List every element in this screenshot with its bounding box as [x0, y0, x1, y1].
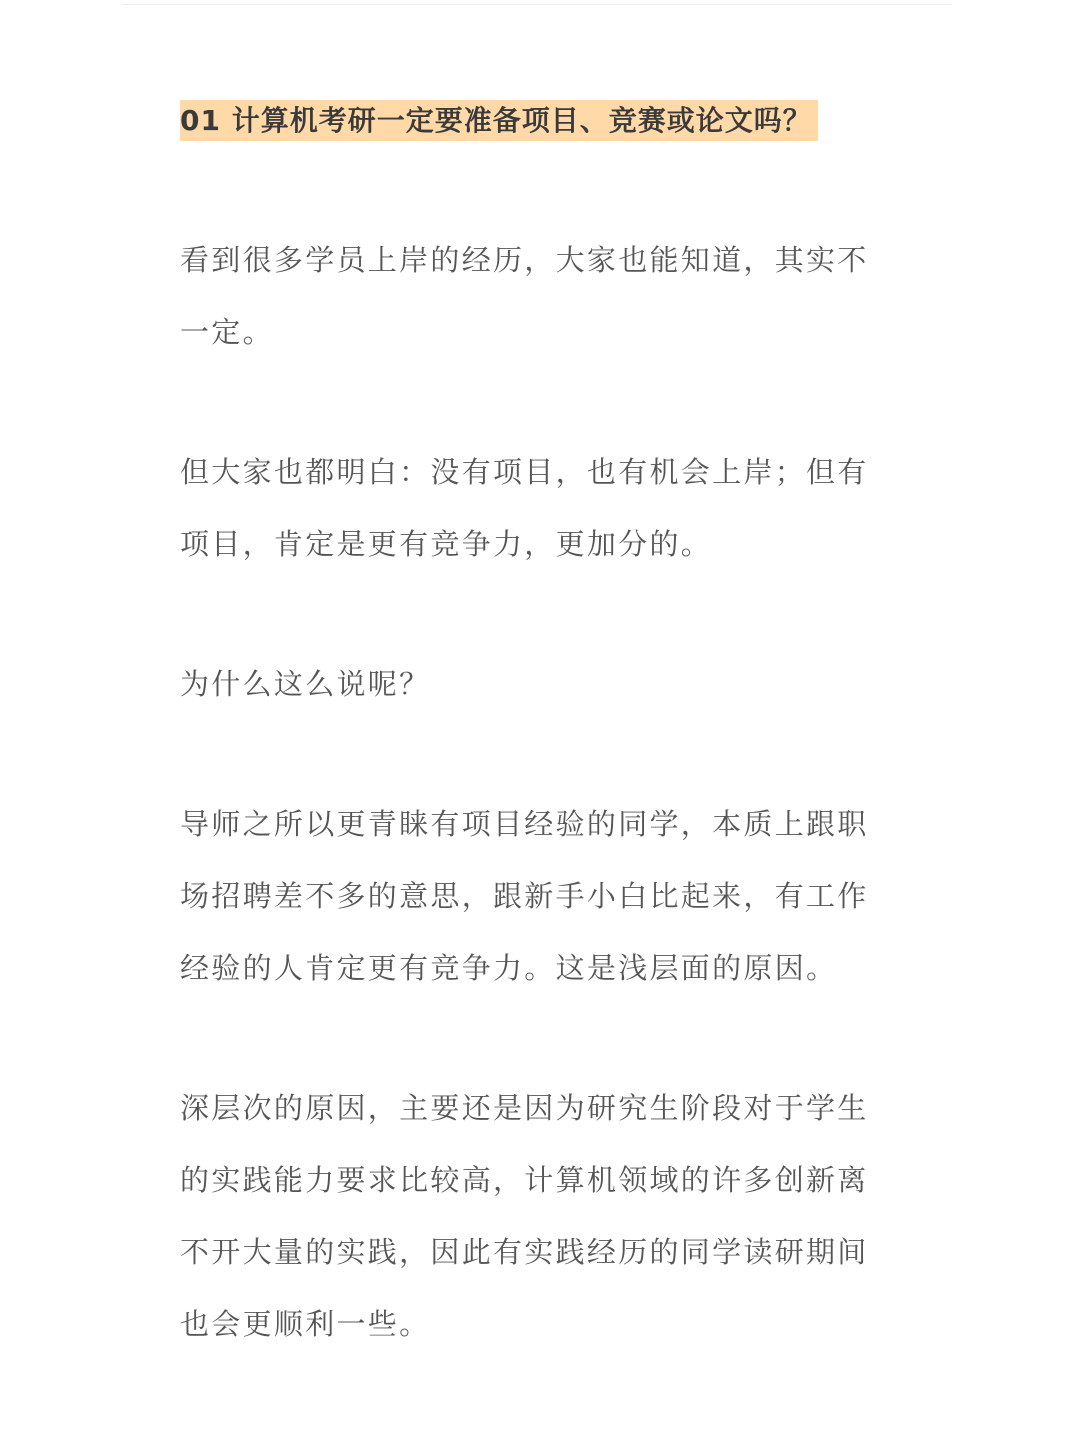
paragraph-line: 场招聘差不多的意思，跟新手小白比起来，有工作	[180, 879, 869, 913]
paragraph-3	[180, 648, 900, 720]
paragraph-5	[180, 1072, 900, 1360]
paragraph-line: 看到很多学员上岸的经历，大家也能知道，其实不	[180, 243, 869, 277]
paragraph-2	[180, 436, 900, 580]
paragraph-line: 为什么这么说呢？	[180, 667, 431, 701]
paragraph-1	[180, 224, 900, 368]
paragraph-line: 一定。	[180, 315, 274, 349]
paragraph-line: 不开大量的实践，因此有实践经历的同学读研期间	[180, 1235, 869, 1269]
paragraph-line: 也会更顺利一些。	[180, 1307, 431, 1341]
paragraph-line: 的实践能力要求比较高，计算机领域的许多创新离	[180, 1163, 869, 1197]
paragraph-line: 项目，肯定是更有竞争力，更加分的。	[180, 527, 713, 561]
top-divider	[122, 4, 952, 5]
section-heading: 01 计算机考研一定要准备项目、竞赛或论文吗？	[180, 100, 818, 141]
paragraph-line: 深层次的原因，主要还是因为研究生阶段对于学生	[180, 1091, 869, 1125]
paragraph-line: 经验的人肯定更有竞争力。这是浅层面的原因。	[180, 951, 838, 985]
paragraph-4	[180, 788, 900, 1004]
paragraph-line: 导师之所以更青睐有项目经验的同学，本质上跟职	[180, 807, 869, 841]
paragraph-line: 但大家也都明白：没有项目，也有机会上岸；但有	[180, 455, 869, 489]
